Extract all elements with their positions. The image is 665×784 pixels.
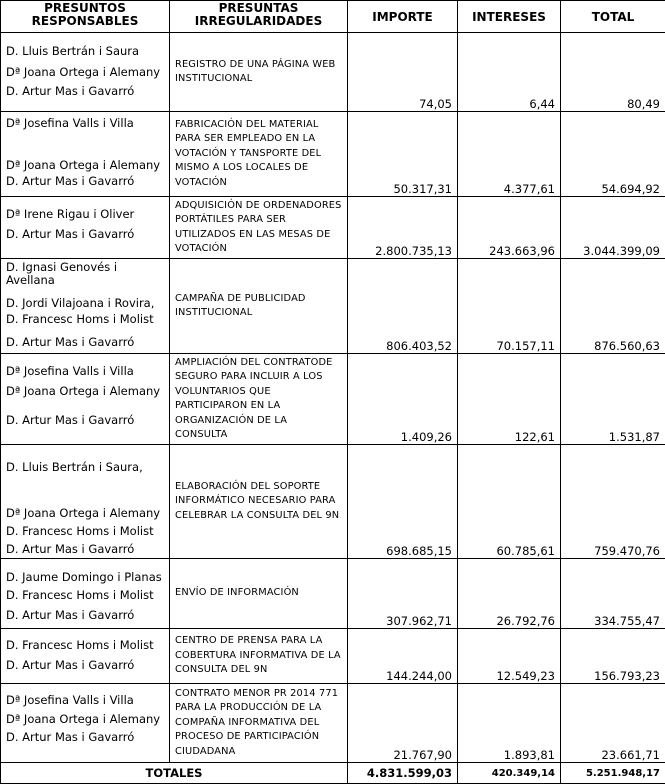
person-name: Dª Joana Ortega i Alemany xyxy=(6,158,161,172)
table-row xyxy=(1,629,665,684)
importe-cell: 1.409,26 xyxy=(348,354,458,445)
table-body xyxy=(1,33,665,763)
irregularity-cell: AMPLIACIÓN DEL CONTRATODE SEGURO PARA INCLUIR A LOS VOLUNTARIOS QUE PARTICIPARON EN LA ORGANIZACIÓN DE LA CONSULTA xyxy=(170,354,348,445)
importe-cell: 2.800.735,13 xyxy=(348,197,458,259)
person-name: Dª Joana Ortega i Alemany xyxy=(6,506,161,520)
intereses-cell: 4.377,61 xyxy=(458,112,561,197)
person-name: D. Lluis Bertrán i Saura, xyxy=(6,460,143,474)
person-name: D. Artur Mas i Gavarró xyxy=(6,174,135,188)
total-cell: 80,49 xyxy=(561,33,665,112)
table-row xyxy=(1,445,665,559)
totals-label: TOTALES xyxy=(1,763,348,784)
total-cell: 23.661,71 xyxy=(561,684,665,763)
person-name: Dª Joana Ortega i Alemany xyxy=(6,712,161,726)
responsables-cell xyxy=(1,112,170,197)
person-name: Dª Joana Ortega i Alemany xyxy=(6,65,161,79)
intereses-cell: 243.663,96 xyxy=(458,197,561,259)
importe-cell: 50.317,31 xyxy=(348,112,458,197)
importe-cell: 307.962,71 xyxy=(348,559,458,629)
responsables-cell xyxy=(1,33,170,112)
total-cell: 334.755,47 xyxy=(561,559,665,629)
responsables-cell xyxy=(1,559,170,629)
irregularity-cell: ENVÍO DE INFORMACIÓN xyxy=(170,559,348,629)
person-name: Dª Josefina Valls i Villa xyxy=(6,693,134,707)
person-name: D. Francesc Homs i Molist xyxy=(6,524,154,538)
total-cell: 1.531,87 xyxy=(561,354,665,445)
header-total: TOTAL xyxy=(561,1,665,33)
totals-row xyxy=(1,763,665,784)
person-name: Dª Joana Ortega i Alemany xyxy=(6,384,161,398)
person-name: D. Jordi Vilajoana i Rovira, xyxy=(6,296,155,310)
table-row xyxy=(1,354,665,445)
intereses-cell: 70.157,11 xyxy=(458,259,561,354)
header-irregularidades: PRESUNTAS IRREGULARIDADES xyxy=(170,1,348,33)
total-cell: 3.044.399,09 xyxy=(561,197,665,259)
importe-cell: 74,05 xyxy=(348,33,458,112)
person-name: D. Lluis Bertrán i Saura xyxy=(6,44,140,58)
header-importe: IMPORTE xyxy=(348,1,458,33)
person-name: D. Artur Mas i Gavarró xyxy=(6,658,135,672)
header-intereses: INTERESES xyxy=(458,1,561,33)
person-name: D. Artur Mas i Gavarró xyxy=(6,335,135,349)
intereses-cell: 26.792,76 xyxy=(458,559,561,629)
table-row xyxy=(1,197,665,259)
responsables-cell xyxy=(1,259,170,354)
person-name: Dª Josefina Valls i Villa xyxy=(6,116,134,130)
table-row xyxy=(1,112,665,197)
total-cell: 54.694,92 xyxy=(561,112,665,197)
total-cell: 759.470,76 xyxy=(561,445,665,559)
table-row xyxy=(1,684,665,763)
responsables-cell xyxy=(1,629,170,684)
intereses-cell: 60.785,61 xyxy=(458,445,561,559)
responsables-cell xyxy=(1,197,170,259)
person-name: D. Artur Mas i Gavarró xyxy=(6,730,135,744)
person-name: D. Francesc Homs i Molist xyxy=(6,312,154,326)
importe-cell: 21.767,90 xyxy=(348,684,458,763)
irregularity-cell: CONTRATO MENOR PR 2014 771 PARA LA PRODUCCIÓN DE LA COMPAÑA INFORMATIVA DEL PROCESO DE PARTICIPACIÓN CIUDADANA xyxy=(170,684,348,763)
importe-cell: 698.685,15 xyxy=(348,445,458,559)
irregularity-cell: ELABORACIÓN DEL SOPORTE INFORMÁTICO NECESARIO PARA CELEBRAR LA CONSULTA DEL 9N xyxy=(170,445,348,559)
responsables-cell xyxy=(1,445,170,559)
person-name: D. Artur Mas i Gavarró xyxy=(6,542,135,556)
table-row xyxy=(1,559,665,629)
person-name: Dª Irene Rigau i Oliver xyxy=(6,207,135,221)
person-name: D. Artur Mas i Gavarró xyxy=(6,413,135,427)
intereses-cell: 12.549,23 xyxy=(458,629,561,684)
table-row xyxy=(1,259,665,354)
person-name: D. Jaume Domingo i Planas xyxy=(6,570,162,584)
person-name: D. Artur Mas i Gavarró xyxy=(6,608,135,622)
totals-total: 5.251.948,17 xyxy=(561,763,665,784)
person-name: D. Artur Mas i Gavarró xyxy=(6,84,135,98)
responsables-cell xyxy=(1,354,170,445)
intereses-cell: 1.893,81 xyxy=(458,684,561,763)
person-name: Dª Josefina Valls i Villa xyxy=(6,364,134,378)
irregularity-cell: REGISTRO DE UNA PÁGINA WEB INSTITUCIONAL xyxy=(170,33,348,112)
irregularity-cell: FABRICACIÓN DEL MATERIAL PARA SER EMPLEADO EN LA VOTACIÓN Y TANSPORTE DEL MISMO A LOS LOCALES DE VOTACIÓN xyxy=(170,112,348,197)
table-row xyxy=(1,33,665,112)
header-responsables: PRESUNTOS RESPONSABLES xyxy=(1,1,170,33)
person-name: D. Artur Mas i Gavarró xyxy=(6,227,135,241)
person-name: D. Francesc Homs i Molist xyxy=(6,588,154,602)
irregularity-cell: CENTRO DE PRENSA PARA LA COBERTURA INFORMATIVA DE LA CONSULTA DEL 9N xyxy=(170,629,348,684)
importe-cell: 144.244,00 xyxy=(348,629,458,684)
irregularity-cell: CAMPAÑA DE PUBLICIDAD INSTITUCIONAL xyxy=(170,259,348,354)
total-cell: 876.560,63 xyxy=(561,259,665,354)
total-cell: 156.793,23 xyxy=(561,629,665,684)
person-name: D. Ignasi Genovés i Avellana xyxy=(6,260,118,287)
irregularity-cell: ADQUISICIÓN DE ORDENADORES PORTÁTILES PARA SER UTILIZADOS EN LAS MESAS DE VOTACIÓN xyxy=(170,197,348,259)
importe-cell: 806.403,52 xyxy=(348,259,458,354)
intereses-cell: 122,61 xyxy=(458,354,561,445)
totals-intereses: 420.349,14 xyxy=(458,763,561,784)
intereses-cell: 6,44 xyxy=(458,33,561,112)
totals-importe: 4.831.599,03 xyxy=(348,763,458,784)
person-name: D. Francesc Homs i Molist xyxy=(6,638,154,652)
responsables-cell xyxy=(1,684,170,763)
